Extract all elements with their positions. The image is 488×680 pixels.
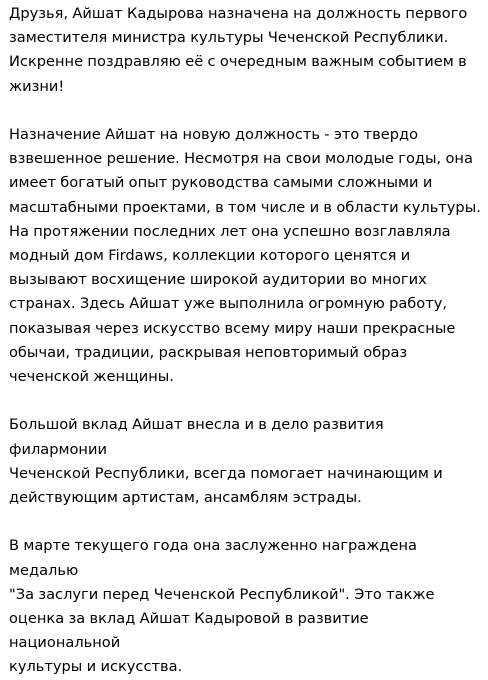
post-paragraph-3: Большой вклад Айшат внесла и в дело развития филармонии Чеченской Республики, всегда помогает начинающим и действующим артистам, ансамблям эстрады.: [9, 416, 443, 507]
post-paragraph-2: Назначение Айшат на новую должность - это твердо взвешенное решение. Несмотря на свои молодые годы, она имеет богатый опыт руководства самыми сложными и масштабными проектами, в том числе и в области культуры. На протяжении последних лет она успешно возглавляла модный дом Firdaws, коллекции которого ценятся и вызывают восхищение широкой аудитории во многих странах. Здесь Айшат уже выполнила огромную работу, показывая через искусство всему миру наши прекрасные обычаи, традиции, раскрывая неповторимый образ чеченской женщины.: [9, 126, 481, 386]
post-paragraph-1: Друзья, Айшат Кадырова назначена на должность первого заместителя министра культуры Чеченской Республики. Искренне поздравляю её с очередным важным событием в жизни!: [9, 5, 468, 95]
post-paragraph-4: В марте текущего года она заслуженно награждена медалью "За заслуги перед Чеченской Республикой". Это также оценка за вклад Айшат Кадыровой в развитие национальной культуры и искусства.: [9, 537, 435, 676]
